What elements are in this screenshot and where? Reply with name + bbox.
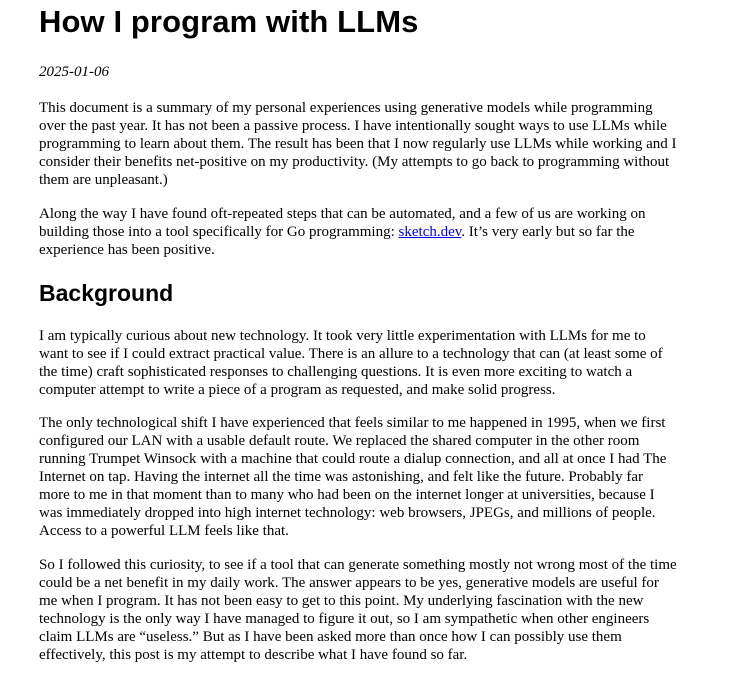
intro-paragraph-1 [39, 99, 729, 189]
text-line [39, 223, 729, 241]
text-line: technology is the only way I have managed to figure it out, so I am sympathetic when other engineers [39, 611, 650, 627]
text-line: Internet on tap. Having the internet all the time was astonishing, and felt like the future. Probably far [39, 469, 643, 485]
text-line: consider their benefits net-positive on my productivity. (My attempts to go back to programming without [39, 154, 670, 170]
sketch-dev-link[interactable]: sketch.dev [398, 224, 462, 240]
background-paragraph-2 [39, 414, 729, 540]
background-paragraph-1 [39, 327, 729, 399]
text-line: was immediately dropped into high internet technology: web browsers, JPEGs, and millions of people. [39, 505, 656, 521]
text-line: The only technological shift I have experienced that feels similar to me happened in 1995, when we first [39, 415, 666, 431]
text-line: effectively, this post is my attempt to describe what I have found so far. [39, 647, 468, 663]
text-line: Along the way I have found oft-repeated steps that can be automated, and a few of us are working on [39, 206, 646, 222]
page-title: How I program with LLMs [39, 4, 419, 39]
section-heading-background: Background [39, 280, 174, 306]
text-line: the time) craft sophisticated responses to challenging questions. It is even more exciting to watch a [39, 364, 633, 380]
text-line: me when I program. It has not been easy to get to this point. My underlying fascination with the new [39, 593, 644, 609]
text-line: more to me in that moment than to many who had been on the internet longer at universities, because I [39, 487, 655, 503]
background-paragraph-3 [39, 556, 729, 664]
text-segment: . It’s very early but so far the [461, 224, 635, 240]
text-line: running Trumpet Winsock with a machine that could route a dialup connection, and all at once I had The [39, 451, 667, 467]
text-line: programming to learn about them. The result has been that I now regularly use LLMs while working and I [39, 136, 677, 152]
text-line: Access to a powerful LLM feels like that. [39, 523, 289, 539]
text-line: could be a net benefit in my daily work. The answer appears to be yes, generative models are useful for [39, 575, 659, 591]
text-line: experience has been positive. [39, 242, 215, 258]
text-line: So I followed this curiosity, to see if a tool that can generate something mostly not wrong most of the time [39, 557, 677, 573]
text-segment: building those into a tool specifically for Go programming: [39, 224, 399, 240]
post-date: 2025-01-06 [39, 64, 109, 80]
text-line: want to see if I could extract practical value. There is an allure to a technology that can (at least some of [39, 346, 663, 362]
text-line: computer attempt to write a piece of a program as requested, and make solid progress. [39, 382, 556, 398]
text-line: configured our LAN with a usable default route. We replaced the shared computer in the other room [39, 433, 640, 449]
text-line: claim LLMs are “useless.” But as I have been asked more than once how I can possibly use them [39, 629, 622, 645]
text-line: them are unpleasant.) [39, 172, 168, 188]
text-line: over the past year. It has not been a passive process. I have intentionally sought ways to use LLMs while [39, 118, 667, 134]
intro-paragraph-2 [39, 205, 729, 259]
text-line: I am typically curious about new technology. It took very little experimentation with LLMs for me to [39, 328, 646, 344]
text-line: This document is a summary of my personal experiences using generative models while programming [39, 100, 653, 116]
